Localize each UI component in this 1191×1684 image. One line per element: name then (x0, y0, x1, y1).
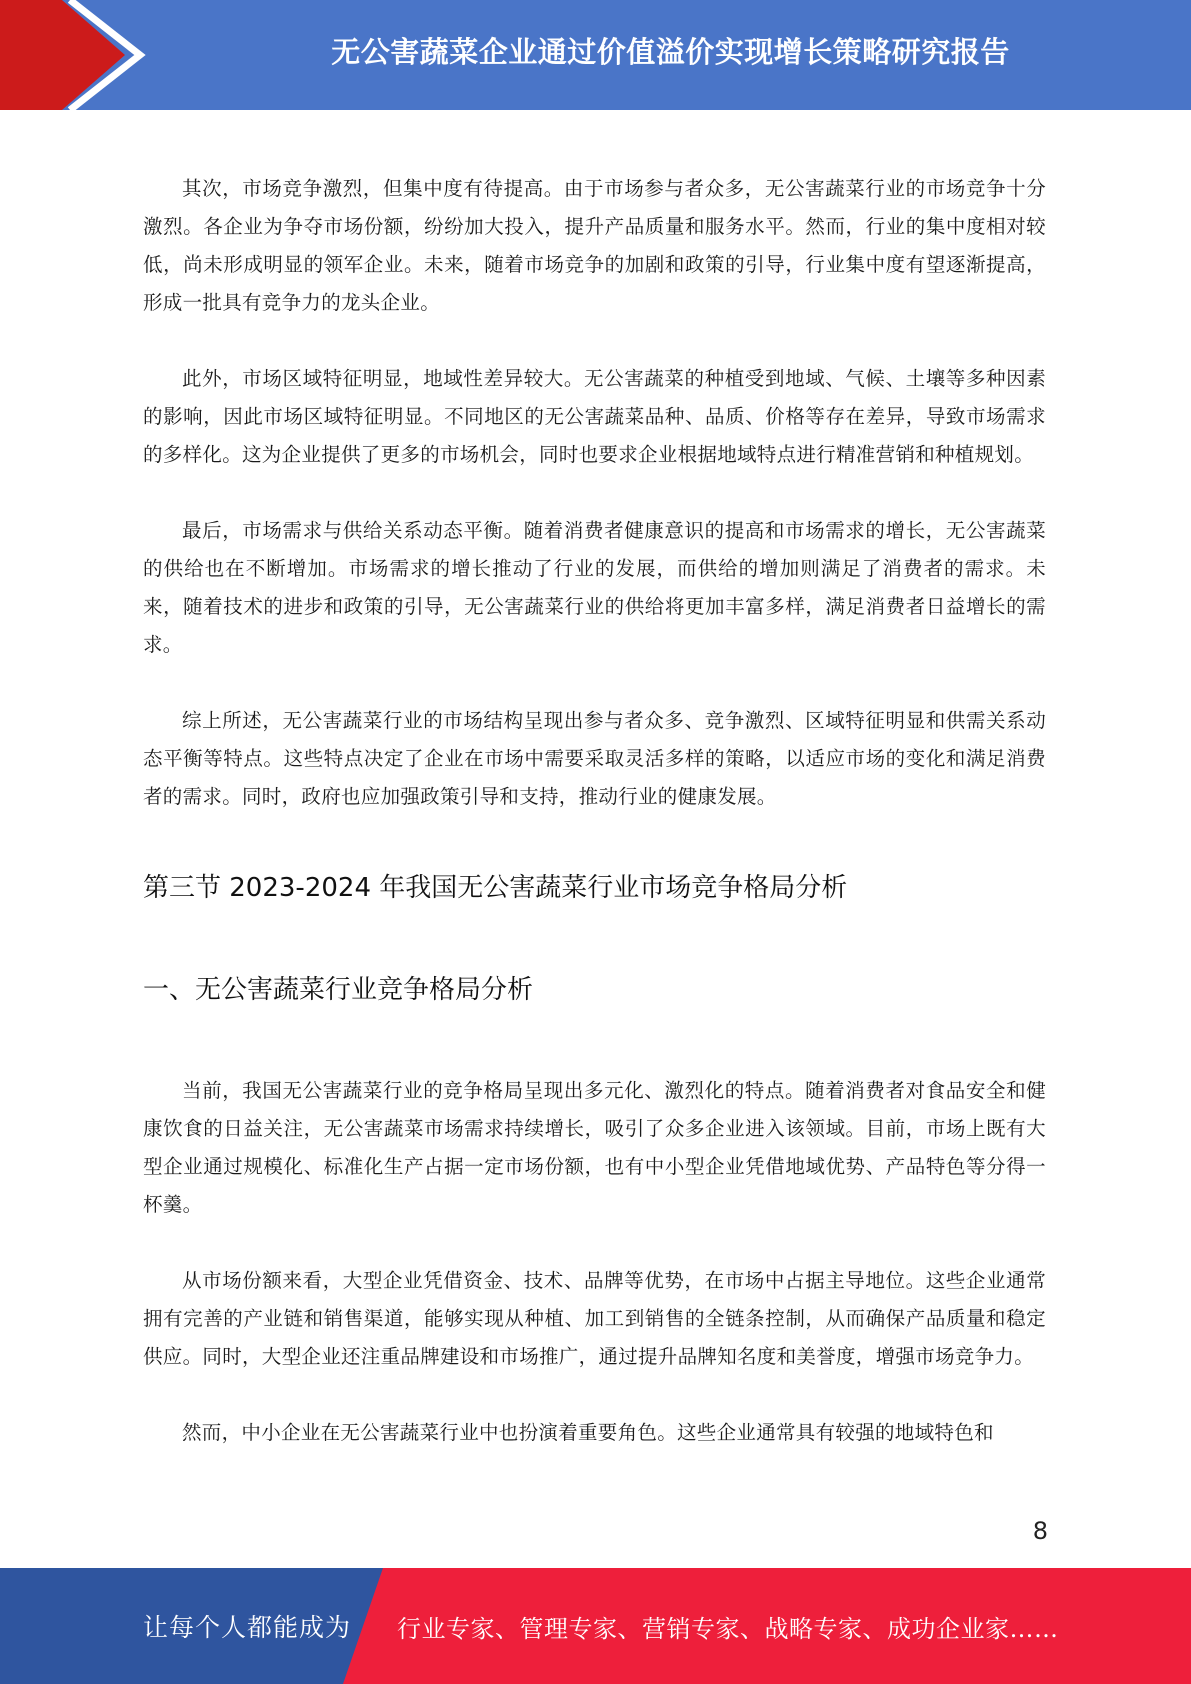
report-title: 无公害蔬菜企业通过价值溢价实现增长策略研究报告 (331, 34, 1010, 69)
page-header (0, 0, 1191, 110)
page-content (143, 170, 1046, 1452)
footer-slogan-right: 行业专家、管理专家、营销专家、战略专家、成功企业家…… (397, 1614, 1059, 1643)
page-number: 8 (1032, 1517, 1048, 1545)
paragraph: 然而，中小企业在无公害蔬菜行业中也扮演着重要角色。这些企业通常具有较强的地域特色和 (182, 1421, 994, 1444)
paragraph: 此外，市场区域特征明显，地域性差异较大。无公害蔬菜的种植受到地域、气候、土壤等多种因素的影响，因此市场区域特征明显。不同地区的无公害蔬菜品种、品质、价格等存在差异，导致市场需求的多样化。这为企业提供了更多的市场机会，同时也要求企业根据地域特点进行精准营销和种植规划。 (143, 367, 1046, 466)
paragraph: 其次，市场竞争激烈，但集中度有待提高。由于市场参与者众多，无公害蔬菜行业的市场竞争十分激烈。各企业为争夺市场份额，纷纷加大投入，提升产品质量和服务水平。然而，行业的集中度相对较低，尚未形成明显的领军企业。未来，随着市场竞争的加剧和政策的引导，行业集中度有望逐渐提高，形成一批具有竞争力的龙头企业。 (143, 177, 1046, 314)
paragraph: 综上所述，无公害蔬菜行业的市场结构呈现出参与者众多、竞争激烈、区域特征明显和供需关系动态平衡等特点。这些特点决定了企业在市场中需要采取灵活多样的策略，以适应市场的变化和满足消费者的需求。同时，政府也应加强政策引导和支持，推动行业的健康发展。 (143, 709, 1046, 808)
red-chevron-graphic (0, 0, 150, 110)
page-footer (0, 1568, 1191, 1684)
subsection-heading: 一、无公害蔬菜行业竞争格局分析 (143, 975, 534, 1005)
footer-slogan-left: 让每个人都能成为 (143, 1613, 352, 1642)
paragraph: 最后，市场需求与供给关系动态平衡。随着消费者健康意识的提高和市场需求的增长，无公害蔬菜的供给也在不断增加。市场需求的增长推动了行业的发展，而供给的增加则满足了消费者的需求。未来，随着技术的进步和政策的引导，无公害蔬菜行业的供给将更加丰富多样，满足消费者日益增长的需求。 (143, 519, 1046, 656)
paragraph: 当前，我国无公害蔬菜行业的竞争格局呈现出多元化、激烈化的特点。随着消费者对食品安全和健康饮食的日益关注，无公害蔬菜市场需求持续增长，吸引了众多企业进入该领域。目前，市场上既有大型企业通过规模化、标准化生产占据一定市场份额，也有中小型企业凭借地域优势、产品特色等分得一杯羹。 (143, 1079, 1046, 1216)
section-heading: 第三节 2023-2024 年我国无公害蔬菜行业市场竞争格局分析 (143, 873, 848, 903)
paragraph: 从市场份额来看，大型企业凭借资金、技术、品牌等优势，在市场中占据主导地位。这些企业通常拥有完善的产业链和销售渠道，能够实现从种植、加工到销售的全链条控制，从而确保产品质量和稳定供应。同时，大型企业还注重品牌建设和市场推广，通过提升品牌知名度和美誉度，增强市场竞争力。 (143, 1269, 1046, 1368)
